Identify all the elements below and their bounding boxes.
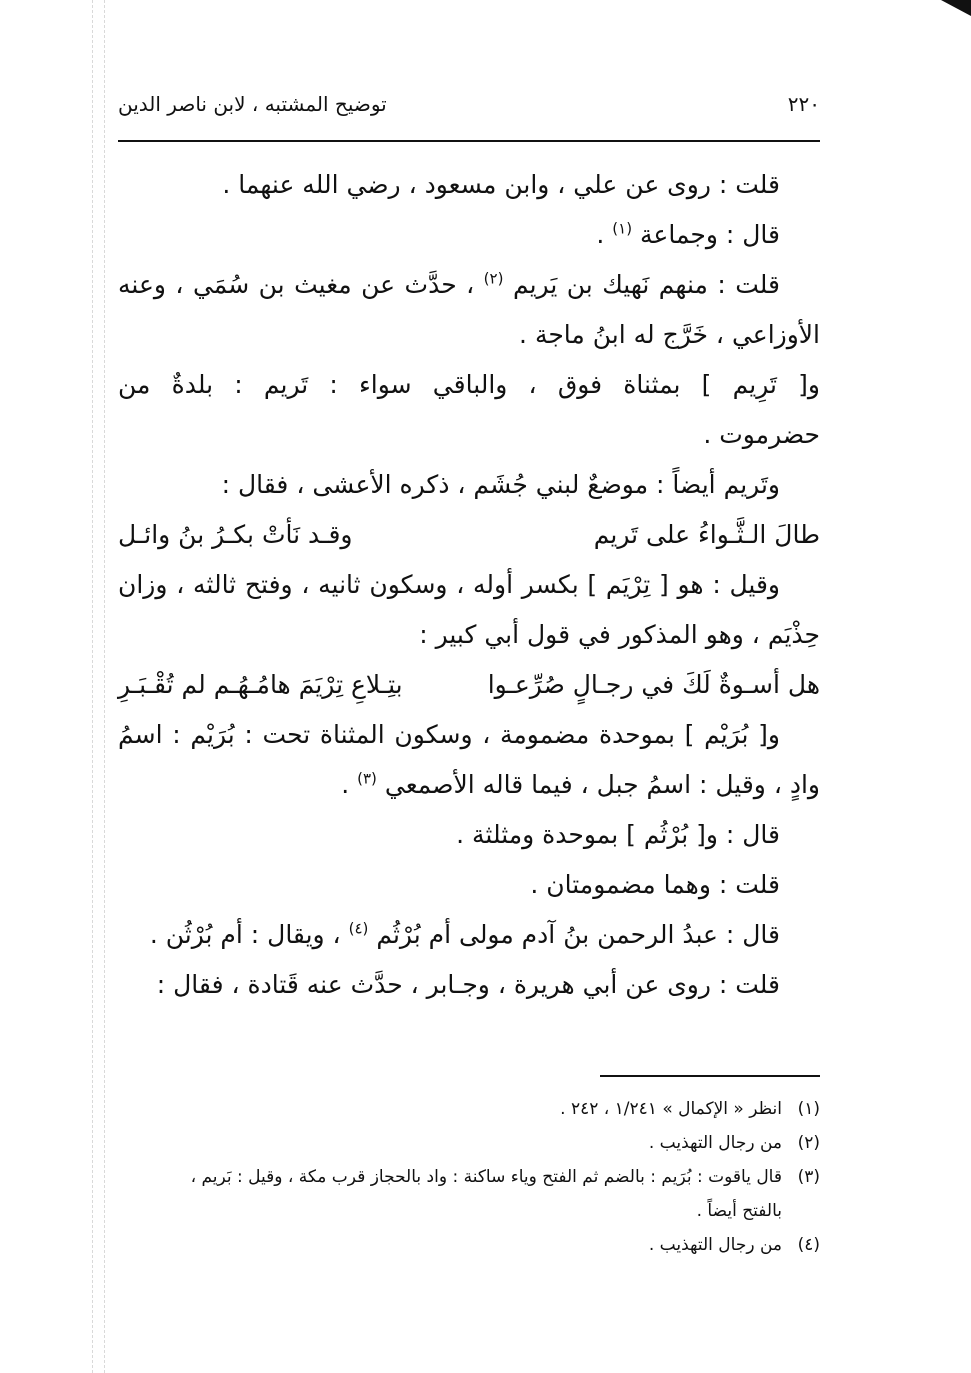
text-line (118, 160, 820, 210)
text-line (118, 710, 820, 760)
page-number: ٢٢٠ (787, 92, 820, 116)
footnote-text: بالفتح أيضاً . (696, 1201, 782, 1221)
footnote-number: (١) (797, 1099, 820, 1119)
line-text: قال : وجماعة (640, 220, 780, 249)
scan-guide-line (104, 0, 105, 1373)
footnote-number: (٣) (797, 1167, 820, 1187)
verse-first-hemistich: هل أسـوةٌ لَكَ في رجـالٍ صُرِّعـوا (487, 670, 820, 699)
footnote (118, 1160, 820, 1194)
line-text: الأوزاعي ، خَرَّج له ابنُ ماجة . (519, 320, 820, 349)
footnote (118, 1092, 820, 1126)
running-title: توضيح المشتبه ، لابن ناصر الدين (118, 92, 387, 116)
verse-second-hemistich: بتِـلاعِ تِرْيَمَ هامُـهُـم لم تُقْـبَـرِ (118, 670, 403, 699)
poetry-verse (118, 510, 820, 560)
line-text: وتَريم أيضاً : موضعٌ لبني جُشَم ، ذكره الأعشى ، فقال : (221, 470, 780, 499)
line-text: قال : و[ بُرْثُم ] بموحدة ومثلثة . (456, 820, 780, 849)
line-text: قلت : وهما مضمومتان . (530, 870, 780, 899)
footnote-text: قال ياقوت : بُرَيم : بالضم ثم الفتح وياء ساكنة : واد بالحجاز قرب مكة ، وقيل : بَريم ، (190, 1167, 782, 1187)
footnote-ref: (١) (612, 219, 633, 238)
text-line (118, 860, 820, 910)
text-line (118, 360, 820, 410)
line-text: ، ويقال : أم بُرْثُن . (149, 920, 349, 949)
footnote-number: (٢) (797, 1133, 820, 1153)
footnote-number: (٤) (797, 1235, 820, 1255)
line-text: قلت : منهم نَهيك بن يَريم (512, 270, 781, 299)
footnote-text: انظر « الإكمال » ١/٢٤١ ، ٢٤٢ . (560, 1099, 782, 1119)
line-text: حضرموت . (703, 420, 820, 449)
line-text: حِذْيَم ، وهو المذكور في قول أبي كبير : (419, 620, 820, 649)
scan-guide-line (92, 0, 93, 1373)
footnote-text: من رجال التهذيب . (648, 1235, 782, 1255)
text-line (118, 210, 820, 260)
verse-second-hemistich: وقـد نَأتْ بكـرُ بنُ وائـل (118, 520, 353, 549)
footnotes (118, 1092, 820, 1262)
text-line (118, 910, 820, 960)
poetry-verse (118, 660, 820, 710)
line-text: . (596, 220, 613, 249)
text-line (118, 960, 820, 1010)
footnote-text: من رجال التهذيب . (648, 1133, 782, 1153)
line-text: و[ بُرَيْم ] بموحدة مضمومة ، وسكون المثناة تحت : بُرَيْم : اسمُ (118, 720, 780, 749)
verse-first-hemistich: طالَ الـثَّـواءُ على تَريم (593, 520, 820, 549)
line-text: ، حدَّث عن مغيث بن سُمَي ، وعنه (118, 270, 484, 299)
text-line (118, 760, 820, 810)
text-line (118, 410, 820, 460)
line-text: و[ تَرِيم ] بمثناة فوق ، والباقي سواء : تَريم : بلدةٌ من (118, 370, 820, 399)
text-line (118, 560, 820, 610)
footnote (118, 1228, 820, 1262)
footnote-ref: (٤) (348, 919, 369, 938)
line-text: . (341, 770, 358, 799)
footnote-ref: (٢) (483, 269, 504, 288)
footnote-separator (600, 1075, 820, 1077)
line-text: وادٍ ، وقيل : اسمُ جبل ، فيما قاله الأصمعي (384, 770, 820, 799)
footnote-ref: (٣) (357, 769, 377, 788)
line-text: قلت : روى عن علي ، وابن مسعود ، رضي الله عنهما . (222, 170, 780, 199)
footnote-continuation (118, 1194, 820, 1228)
text-line (118, 460, 820, 510)
text-line (118, 260, 820, 310)
main-text (118, 160, 820, 1010)
text-line (118, 610, 820, 660)
page-header (118, 86, 820, 128)
text-line (118, 310, 820, 360)
line-text: وقيل : هو [ تِرْيَم ] بكسر أوله ، وسكون ثانيه ، وفتح ثالثه ، وزان (118, 570, 780, 599)
line-text: قال : عبدُ الرحمن بنُ آدم مولى أم بُرْثُم (376, 920, 780, 949)
line-text: قلت : روى عن أبي هريرة ، وجـابر ، حدَّث عنه قَتادة ، فقال : (156, 970, 780, 999)
footnote (118, 1126, 820, 1160)
text-line (118, 810, 820, 860)
scan-corner-mark (941, 0, 971, 16)
header-rule (118, 140, 820, 142)
